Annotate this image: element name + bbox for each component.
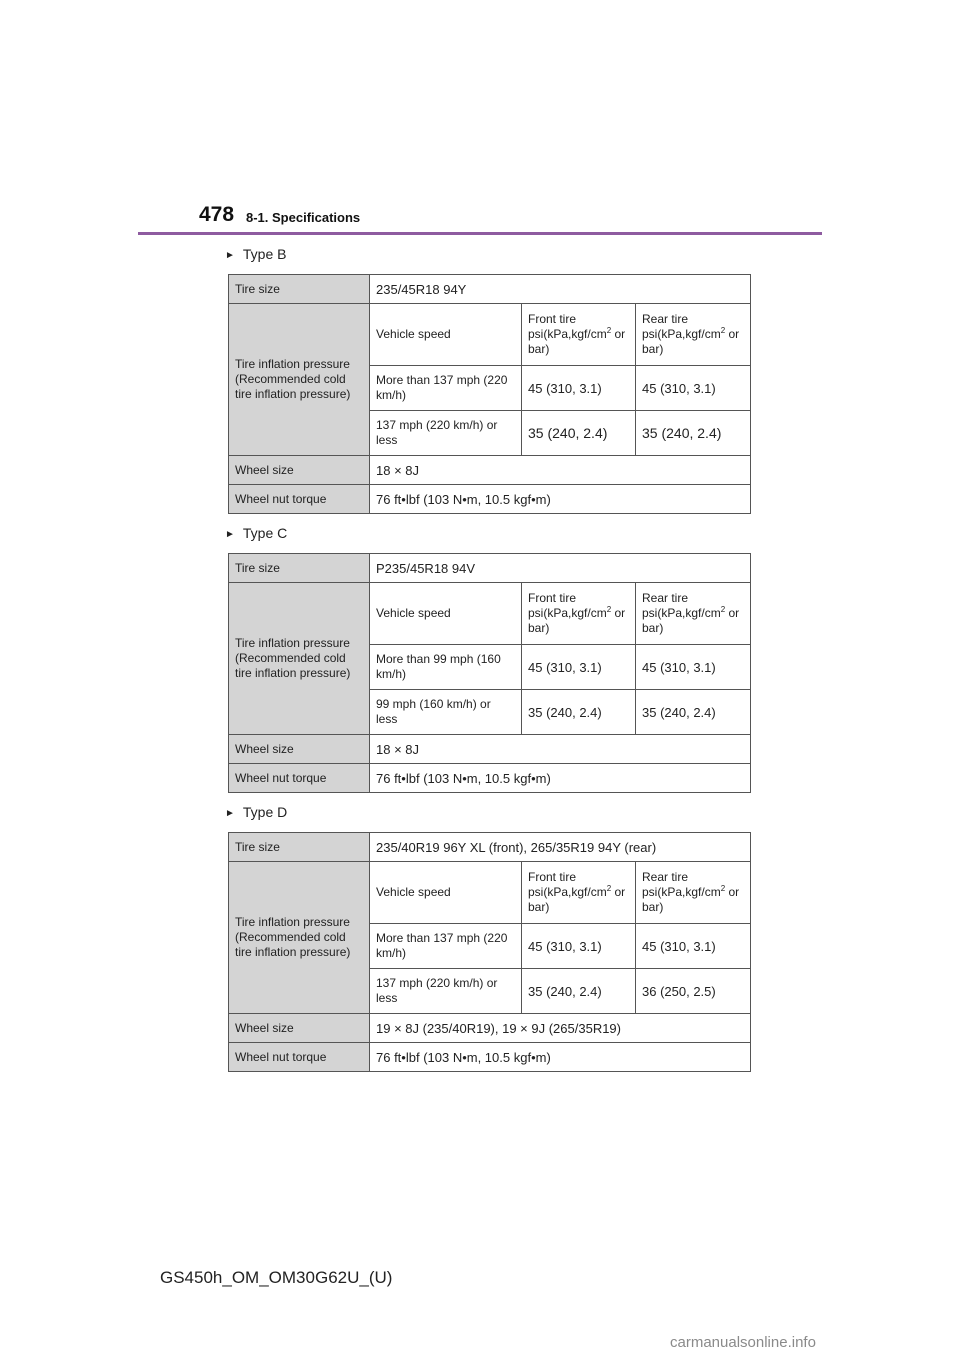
tire-size-value: 235/40R19 96Y XL (front), 265/35R19 94Y (rear): [370, 833, 751, 862]
type-b-table: [228, 274, 751, 514]
wheel-nut-torque-label: Wheel nut torque: [229, 1043, 370, 1072]
front-pressure-cell: 35 (240, 2.4): [522, 411, 636, 456]
speed-cell: 99 mph (160 km/h) or less: [370, 690, 522, 735]
wheel-size-label: Wheel size: [229, 456, 370, 485]
tire-size-value: P235/45R18 94V: [370, 554, 751, 583]
table-row: [229, 554, 751, 583]
rear-pressure-cell: 45 (310, 3.1): [636, 366, 751, 411]
section-title: 8-1. Specifications: [246, 210, 361, 225]
tire-size-label: Tire size: [229, 275, 370, 304]
rear-pressure-cell: 35 (240, 2.4): [636, 411, 751, 456]
rear-pressure-cell: 35 (240, 2.4): [636, 690, 751, 735]
type-d-heading: [225, 804, 287, 820]
table-row: [229, 275, 751, 304]
tire-size-label: Tire size: [229, 833, 370, 862]
front-tire-header: Front tire $psi(kPa,kgf/cm^2$ or bar): [522, 862, 636, 924]
type-b-heading: [225, 246, 287, 262]
wheel-size-value: 19 × 8J (235/40R19), 19 × 9J (265/35R19): [370, 1014, 751, 1043]
tire-size-label: Tire size: [229, 554, 370, 583]
vehicle-speed-header: Vehicle speed: [370, 304, 522, 366]
wheel-size-value: 18 × 8J: [370, 735, 751, 764]
rear-pressure-cell: 45 (310, 3.1): [636, 924, 751, 969]
tire-inflation-label: Tire inflation pressure (Recommended cold tire inflation pressure): [229, 862, 370, 1014]
speed-cell: 137 mph (220 km/h) or less: [370, 411, 522, 456]
front-pressure-cell: 45 (310, 3.1): [522, 366, 636, 411]
front-pressure-cell: 35 (240, 2.4): [522, 690, 636, 735]
front-pressure-cell: 45 (310, 3.1): [522, 924, 636, 969]
vehicle-speed-header: Vehicle speed: [370, 583, 522, 645]
bullet-arrow-icon: ►: [225, 250, 235, 261]
table-row: [229, 764, 751, 793]
wheel-size-value: 18 × 8J: [370, 456, 751, 485]
table-row: [229, 862, 751, 924]
wheel-size-label: Wheel size: [229, 735, 370, 764]
rear-tire-header: Rear tire $psi(kPa,kgf/cm^2$ or bar): [636, 862, 751, 924]
header-rule: [138, 232, 822, 235]
table-row: [229, 1014, 751, 1043]
type-c-heading: [225, 525, 287, 541]
tire-inflation-label: Tire inflation pressure (Recommended cold tire inflation pressure): [229, 304, 370, 456]
rear-pressure-cell: 36 (250, 2.5): [636, 969, 751, 1014]
table-row: [229, 735, 751, 764]
speed-cell: More than 99 mph (160 km/h): [370, 645, 522, 690]
table-row: [229, 485, 751, 514]
table-row: [229, 1043, 751, 1072]
front-pressure-cell: 45 (310, 3.1): [522, 645, 636, 690]
table-row: [229, 833, 751, 862]
doc-code-footer: GS450h_OM_OM30G62U_(U): [160, 1268, 393, 1287]
table-row: [229, 456, 751, 485]
page-number: 478: [199, 203, 235, 226]
type-c-table: [228, 553, 751, 793]
wheel-nut-torque-value: 76 ft•lbf (103 N•m, 10.5 kgf•m): [370, 1043, 751, 1072]
table-row: [229, 304, 751, 366]
rear-tire-header: Rear tire $psi(kPa,kgf/cm^2$ or bar): [636, 304, 751, 366]
bullet-arrow-icon: ►: [225, 808, 235, 819]
type-d-table: [228, 832, 751, 1072]
tire-inflation-label: Tire inflation pressure (Recommended cold tire inflation pressure): [229, 583, 370, 735]
front-pressure-cell: 35 (240, 2.4): [522, 969, 636, 1014]
type-d-label: Type D: [242, 804, 288, 820]
wheel-size-label: Wheel size: [229, 1014, 370, 1043]
speed-cell: More than 137 mph (220 km/h): [370, 924, 522, 969]
bullet-arrow-icon: ►: [225, 529, 235, 540]
wheel-nut-torque-value: 76 ft•lbf (103 N•m, 10.5 kgf•m): [370, 764, 751, 793]
watermark: carmanualsonline.info: [670, 1334, 816, 1351]
rear-tire-header: Rear tire $psi(kPa,kgf/cm^2$ or bar): [636, 583, 751, 645]
rear-pressure-cell: 45 (310, 3.1): [636, 645, 751, 690]
front-tire-header: Front tire $psi(kPa,kgf/cm^2$ or bar): [522, 583, 636, 645]
table-row: [229, 583, 751, 645]
type-b-label: Type B: [242, 246, 287, 262]
tire-size-value: 235/45R18 94Y: [370, 275, 751, 304]
type-c-label: Type C: [242, 525, 288, 541]
wheel-nut-torque-value: 76 ft•lbf (103 N•m, 10.5 kgf•m): [370, 485, 751, 514]
vehicle-speed-header: Vehicle speed: [370, 862, 522, 924]
wheel-nut-torque-label: Wheel nut torque: [229, 485, 370, 514]
speed-cell: 137 mph (220 km/h) or less: [370, 969, 522, 1014]
front-tire-header: Front tire $psi(kPa,kgf/cm^2$ or bar): [522, 304, 636, 366]
speed-cell: More than 137 mph (220 km/h): [370, 366, 522, 411]
wheel-nut-torque-label: Wheel nut torque: [229, 764, 370, 793]
